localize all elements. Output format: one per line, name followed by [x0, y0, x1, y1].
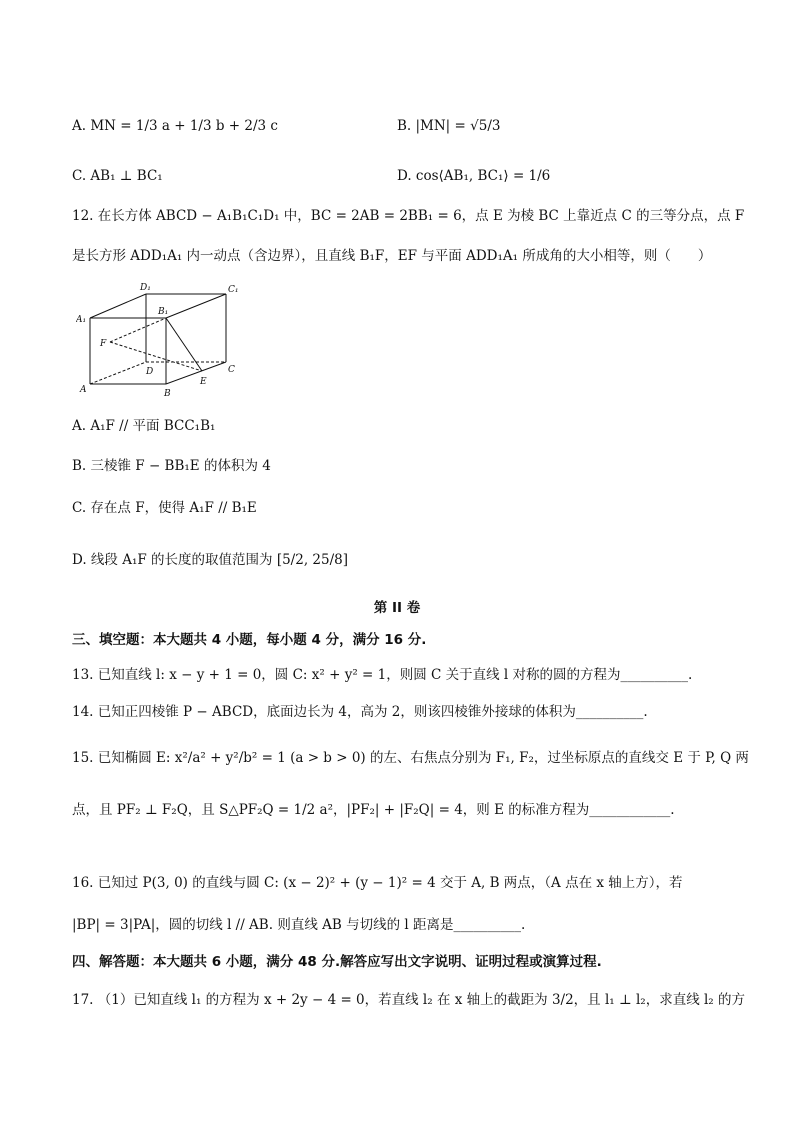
q15-line2: 点，且 PF₂ ⊥ F₂Q，且 S△PF₂Q = 1/2 a²，|PF₂| + |F₂Q| = 4，则 E 的标准方程为____________.: [72, 802, 675, 818]
label-e: E: [200, 377, 207, 387]
q12-option-b: B. 三棱锥 F − BB₁E 的体积为 4: [72, 458, 271, 474]
q11-option-a: A. MN = 1/3 a + 1/3 b + 2/3 c: [72, 118, 278, 134]
label-c1: C₁: [228, 285, 239, 295]
label-a1: A₁: [76, 315, 87, 325]
label-b1: B₁: [158, 307, 169, 317]
q12-stem-line2: 是长方形 ADD₁A₁ 内一动点（含边界），且直线 B₁F，EF 与平面 ADD₁A₁ 所成角的大小相等，则（ ）: [72, 248, 712, 264]
label-d: D: [146, 367, 154, 377]
q11-option-d: D. cos⟨AB₁, BC₁⟩ = 1/6: [397, 168, 551, 184]
label-c: C: [228, 365, 235, 375]
part2-title: 第 II 卷: [373, 600, 421, 616]
q11-option-b: B. |MN| = √5/3: [397, 118, 501, 134]
q12-option-a: A. A₁F // 平面 BCC₁B₁: [72, 418, 216, 434]
q16-line1: 16. 已知过 P(3, 0) 的直线与圆 C: (x − 2)² + (y − 1)² = 4 交于 A, B 两点，（A 点在 x 轴上方），若: [72, 875, 683, 891]
q12-option-d: D. 线段 A₁F 的长度的取值范围为 [5/2, 25/8]: [72, 552, 348, 568]
cuboid-figure: [76, 280, 246, 400]
q15-line1: 15. 已知椭圆 E: x²/a² + y²/b² = 1 (a > b > 0) 的左、右焦点分别为 F₁, F₂，过坐标原点的直线交 E 于 P, Q 两: [72, 750, 749, 766]
q13: 13. 已知直线 l: x − y + 1 = 0，圆 C: x² + y² = 1，则圆 C 关于直线 l 对称的圆的方程为__________.: [72, 667, 693, 683]
section4-title: 四、解答题：本大题共 6 小题，满分 48 分.解答应写出文字说明、证明过程或演算过程.: [72, 954, 602, 970]
q16-line2: |BP| = 3|PA|，圆的切线 l // AB. 则直线 AB 与切线的 l 距离是__________.: [72, 917, 526, 933]
section3-title: 三、填空题：本大题共 4 小题，每小题 4 分，满分 16 分.: [72, 632, 427, 648]
label-f: F: [100, 339, 107, 349]
label-d1: D₁: [140, 283, 151, 293]
q12-option-c: C. 存在点 F，使得 A₁F // B₁E: [72, 500, 257, 516]
label-b: B: [164, 389, 171, 399]
q12-stem-line1: 12. 在长方体 ABCD − A₁B₁C₁D₁ 中，BC = 2AB = 2BB₁ = 6，点 E 为棱 BC 上靠近点 C 的三等分点，点 F: [72, 208, 745, 224]
q11-option-c: C. AB₁ ⊥ BC₁: [72, 168, 163, 184]
q17: 17. （1）已知直线 l₁ 的方程为 x + 2y − 4 = 0，若直线 l₂ 在 x 轴上的截距为 3/2，且 l₁ ⊥ l₂，求直线 l₂ 的方: [72, 992, 746, 1008]
q14: 14. 已知正四棱锥 P − ABCD，底面边长为 4，高为 2，则该四棱锥外接球的体积为__________.: [72, 704, 648, 720]
label-a: A: [80, 385, 87, 395]
